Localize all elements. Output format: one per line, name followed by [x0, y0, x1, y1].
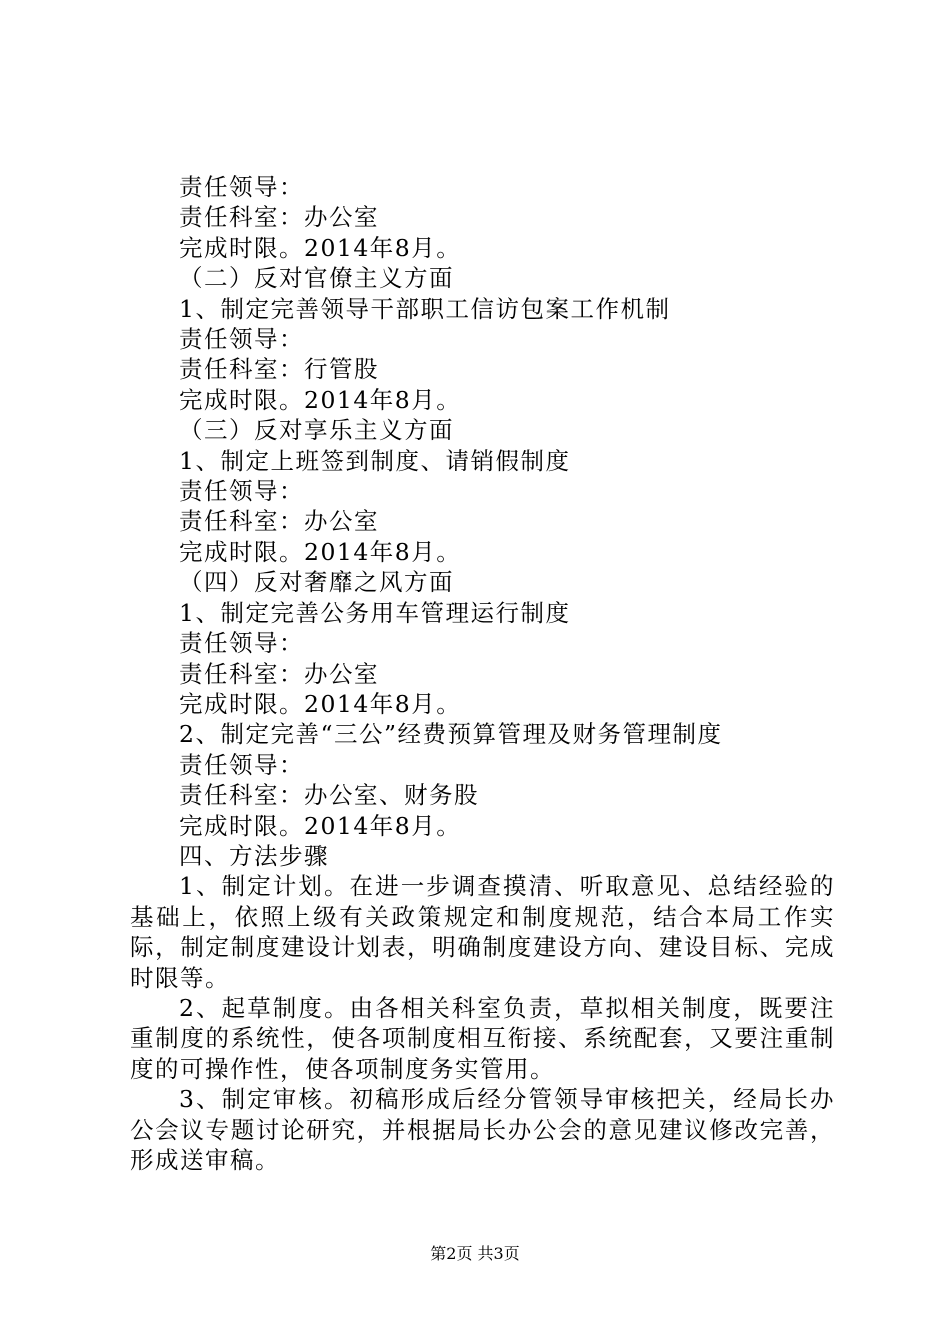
text-line: 责任科室：办公室、财务股 — [179, 781, 479, 810]
text-line: 责任领导： — [179, 477, 304, 506]
text-line: 完成时限。2014年8月。 — [179, 233, 462, 262]
text-line: 责任领导： — [179, 173, 304, 201]
text-line: 1、制定上班签到制度、请销假制度 — [179, 446, 571, 475]
text-line: 责任科室：办公室 — [179, 659, 379, 688]
paragraph: 3、制定审核。初稿形成后经分管领导审核把关，经局长办公会议专题讨论研究，并根据局长办公会的意见建议修改完善，形成送审稿。 — [130, 1085, 835, 1174]
text-line: 2、制定完善“三公”经费预算管理及财务管理制度 — [179, 720, 723, 749]
paragraph: 1、制定计划。在进一步调查摸清、听取意见、总结经验的基础上，依照上级有关政策规定和制度规范，结合本局工作实际，制定制度建设计划表，明确制度建设方向、建设目标、完成时限等。 — [130, 872, 835, 992]
text-line: 完成时限。2014年8月。 — [179, 689, 462, 718]
document-body — [130, 172, 835, 1175]
paragraph: 2、起草制度。由各相关科室负责，草拟相关制度，既要注重制度的系统性，使各项制度相互衔接、系统配套，又要注重制度的可操作性，使各项制度务实管用。 — [130, 993, 835, 1083]
text-line: 完成时限。2014年8月。 — [179, 385, 462, 414]
text-line: 责任科室：行管股 — [179, 355, 379, 384]
section-heading: （四）反对奢靡之风方面 — [179, 568, 454, 597]
text-line: 责任领导： — [179, 325, 304, 354]
section-heading: （二）反对官僚主义方面 — [179, 264, 454, 293]
text-line: 责任领导： — [179, 750, 304, 779]
text-line: 完成时限。2014年8月。 — [179, 811, 462, 840]
page-footer: 第2页 共3页 — [430, 1244, 520, 1263]
section-heading: 四、方法步骤 — [179, 841, 329, 870]
section-heading: （三）反对享乐主义方面 — [179, 416, 454, 445]
text-line: 1、制定完善公务用车管理运行制度 — [179, 598, 571, 627]
text-line: 责任科室：办公室 — [179, 507, 379, 536]
text-line: 责任领导： — [179, 629, 304, 658]
text-line: 1、制定完善领导干部职工信访包案工作机制 — [179, 294, 671, 323]
text-line: 完成时限。2014年8月。 — [179, 537, 462, 566]
text-line: 责任科室：办公室 — [179, 203, 379, 232]
